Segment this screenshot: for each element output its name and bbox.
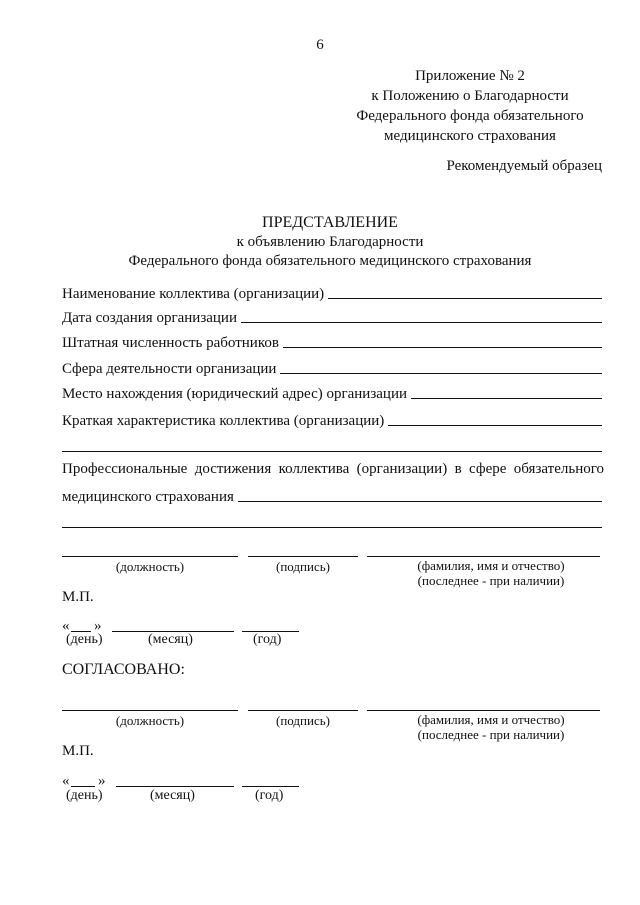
day-line-2[interactable] (71, 786, 95, 787)
recommended-sample-label: Рекомендуемый образец (446, 158, 602, 174)
year-caption: (год) (253, 632, 282, 647)
fio-caption-line-2: (последнее - при наличии) (417, 573, 565, 588)
month-caption: (месяц) (148, 632, 193, 647)
field-label: Наименование коллектива (организации) (62, 286, 325, 302)
document-title: ПРЕДСТАВЛЕНИЕ (262, 214, 398, 231)
field-achievements[interactable] (62, 484, 602, 506)
quote-close: » (94, 618, 102, 634)
month-line-2[interactable] (116, 786, 234, 787)
field-label: Сфера деятельности организации (62, 361, 277, 377)
signature-line[interactable] (248, 556, 358, 557)
fio-line-2[interactable] (367, 710, 600, 711)
fill-line[interactable] (328, 298, 602, 299)
fill-line[interactable] (388, 425, 602, 426)
stamp-place-label: М.П. (62, 589, 94, 605)
field-founded-date[interactable] (62, 305, 602, 327)
position-line[interactable] (62, 556, 238, 557)
field-staff-count[interactable] (62, 330, 602, 352)
signature-caption-2: (подпись) (276, 713, 330, 728)
day-caption: (день) (66, 632, 103, 647)
document-subtitle-1: к объявлению Благодарности (236, 234, 424, 250)
year-caption-2: (год) (255, 788, 284, 803)
appendix-line-4: медицинского страхования (384, 128, 556, 144)
fill-line[interactable] (283, 347, 602, 348)
fill-line[interactable] (280, 373, 602, 374)
quote-close-2: » (98, 773, 106, 789)
position-caption-2: (должность) (115, 713, 185, 728)
signature-line-2[interactable] (248, 710, 358, 711)
field-organization-name[interactable] (62, 281, 602, 303)
day-caption-2: (день) (66, 788, 103, 803)
fio-caption-2-line-1: (фамилия, имя и отчество) (417, 712, 565, 727)
stamp-place-label-2: М.П. (62, 743, 94, 759)
position-line-2[interactable] (62, 710, 238, 711)
position-caption: (должность) (115, 559, 185, 574)
year-line-2[interactable] (242, 786, 299, 787)
document-subtitle-2: Федерального фонда обязательного медицинского страхования (128, 253, 532, 269)
quote-open-2: « (62, 773, 70, 789)
fill-line[interactable] (411, 398, 602, 399)
fio-caption-line-1: (фамилия, имя и отчество) (417, 558, 565, 573)
quote-open: « (62, 618, 70, 634)
fio-caption-2-line-2: (последнее - при наличии) (417, 727, 565, 742)
appendix-line-2: к Положению о Благодарности (371, 88, 569, 104)
fio-line[interactable] (367, 556, 600, 557)
signature-caption: (подпись) (276, 559, 330, 574)
field-label: Краткая характеристика коллектива (организации) (62, 413, 385, 429)
field-label: Штатная численность работников (62, 335, 279, 351)
appendix-line-1: Приложение № 2 (415, 68, 525, 84)
field-activity-sphere[interactable] (62, 356, 602, 378)
appendix-line-3: Федерального фонда обязательного (356, 108, 584, 124)
month-caption-2: (месяц) (150, 788, 195, 803)
field-label: медицинского страхования (62, 489, 234, 505)
achievements-label-line-1: Профессиональные достижения коллектива (организации) в сфере обязательного (62, 461, 604, 477)
page-number: 6 (316, 37, 324, 53)
field-characteristic[interactable] (62, 408, 602, 430)
characteristic-extra-line[interactable] (62, 451, 602, 452)
fill-line[interactable] (238, 501, 602, 502)
field-label: Место нахождения (юридический адрес) организации (62, 386, 407, 402)
field-legal-address[interactable] (62, 381, 602, 403)
field-label: Дата создания организации (62, 310, 237, 326)
agreed-heading: СОГЛАСОВАНО: (62, 661, 185, 678)
achievements-extra-line[interactable] (62, 527, 602, 528)
fill-line[interactable] (241, 322, 602, 323)
